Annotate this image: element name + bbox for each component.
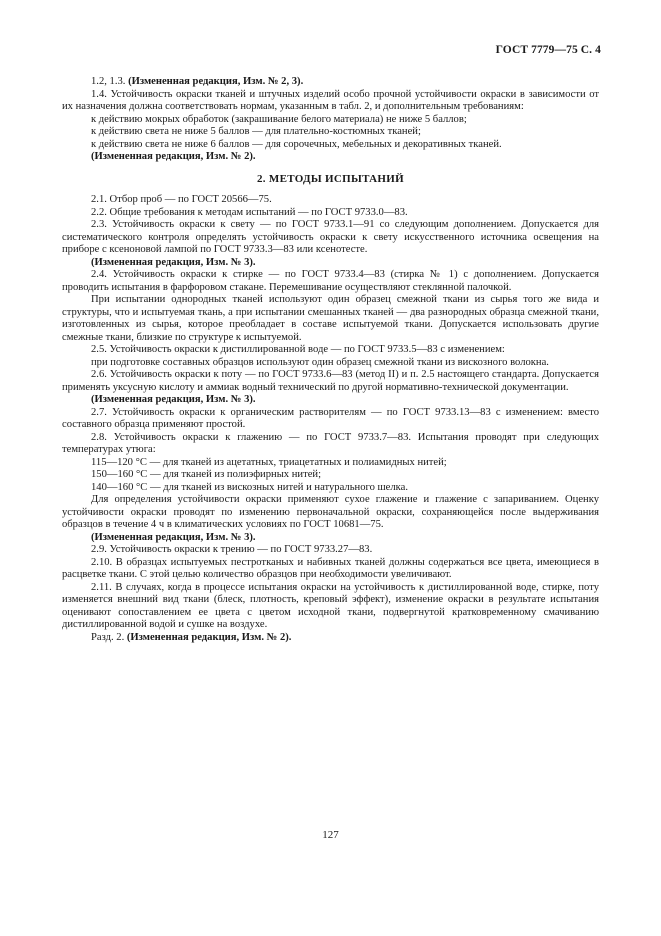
paragraph-text: 2.7. Устойчивость окраски к органическим растворителям — по ГОСТ 9733.13—83 с изменением: вместо составного образца применяют простой. [62, 406, 599, 430]
change-note: (Измененная редакция, Изм. № 2, 3). [128, 76, 304, 87]
paragraph-text: 2.4. Устойчивость окраски к стирке — по ГОСТ 9733.4—83 (стирка № 1) с дополнением. Допускается проводить испытания в фарфоровом стакане. Перемешивание осуществляют стеклянной палочкой. [62, 269, 599, 293]
paragraph-2-5-continued [62, 357, 599, 370]
paragraph-2-4-continued [62, 294, 599, 344]
paragraph-text: 1.2, 1.3. [91, 76, 129, 87]
paragraph-2-9 [62, 544, 599, 557]
change-note: (Измененная редакция, Изм. № 2). [91, 151, 256, 162]
requirement-text: к действию света не ниже 6 баллов — для сорочечных, мебельных и декоративных тканей. [91, 138, 502, 150]
paragraph-1-4 [62, 89, 599, 114]
page-number: 127 [322, 829, 339, 841]
change-note: (Измененная редакция, Изм. № 2). [126, 631, 292, 643]
paragraph-text: при подготовке составных образцов используют один образец смежной ткани из вискозного волокна. [91, 356, 549, 368]
temperature-text: 115—120 °С — для тканей из ацетатных, триацетатных и полиамидных нитей; [91, 456, 447, 468]
paragraph-text: 2.5. Устойчивость окраски к дистиллированной воде — по ГОСТ 9733.5—83 с изменением: [91, 344, 505, 355]
temperature-item [62, 457, 599, 470]
requirement-item [62, 114, 599, 127]
paragraph-2-8-continued [62, 494, 599, 532]
change-note-paragraph [62, 532, 599, 545]
change-note: (Измененная редакция, Изм. № 3). [91, 531, 256, 543]
paragraph-text: 2.11. В случаях, когда в процессе испытания окраски на устойчивость к дистиллированной воде, стирке, поту изменяется внешний вид ткани (блеск, плотность, креповый эффект), изменение окраски в результате испытания оценивают сопоставлением ее цвета с цветом исходной ткани, подвергнутой кратковременному смачиванию дистиллированной водой и сушке на воздухе. [62, 581, 599, 630]
paragraph-text: При испытании однородных тканей используют один образец смежной ткани из сырья того же вида и структуры, что и испытуемая ткань, а при испытании смешанных тканей — два разнородных образца смежной ткани, изготовленных из сырья, которое преобладает в составе испытуемой ткани. Допускается использовать другие смежные ткани, близкие по структуре к испытуемой. [62, 294, 599, 343]
temperature-item [62, 469, 599, 482]
paragraph-2-10 [62, 557, 599, 582]
paragraph-2-6 [62, 369, 599, 394]
paragraph-text: 2.9. Устойчивость окраски к трению — по ГОСТ 9733.27—83. [91, 544, 373, 555]
paragraph-text: Разд. 2. [91, 631, 127, 643]
requirement-item [62, 126, 599, 139]
change-note-paragraph [62, 394, 599, 407]
change-note-paragraph [62, 257, 599, 270]
change-note: (Измененная редакция, Изм. № 3). [91, 256, 256, 268]
paragraph-2-4 [62, 269, 599, 294]
requirement-item [62, 139, 599, 152]
requirement-text: к действию света не ниже 5 баллов — для плательно-костюмных тканей; [91, 126, 421, 137]
paragraph-text: 2.8. Устойчивость окраски к глажению — по ГОСТ 9733.7—83. Испытания проводят при следующих температурах утюга: [62, 431, 599, 455]
paragraph-text: 2.2. Общие требования к методам испытаний — по ГОСТ 9733.0—83. [91, 206, 408, 218]
temperature-text: 140—160 °С — для тканей из вискозных нитей и натурального шелка. [91, 481, 408, 493]
paragraph-2-11 [62, 582, 599, 632]
paragraph-1-2-1-3 [62, 76, 599, 89]
paragraph-2-1 [62, 194, 599, 207]
page-header: ГОСТ 7779—75 С. 4 [495, 44, 601, 56]
section-title: 2. МЕТОДЫ ИСПЫТАНИЙ [257, 172, 404, 185]
paragraph-text: 2.3. Устойчивость окраски к свету — по ГОСТ 9733.1—91 со следующим дополнением. Допускается для систематического контроля определять устойчивость окраски к свету искусственного источника освещения на приборе с ксеноновой лампой по ГОСТ 9733.3—83 или ксенотесте. [62, 219, 599, 255]
paragraph-text: 1.4. Устойчивость окраски тканей и штучных изделий особо прочной устойчивости окраски в зависимости от их назначения должна соответствовать нормам, указанным в табл. 2, и дополнительным требованиям: [62, 88, 599, 112]
document-body [62, 76, 599, 644]
temperature-item [62, 482, 599, 495]
paragraph-text: 2.6. Устойчивость окраски к поту — по ГОСТ 9733.6—83 (метод II) и п. 2.5 настоящего стандарта. Допускается применять уксусную кислоту и аммиак водный технический по другой нормативно-технической документации. [62, 369, 599, 393]
paragraph-text: 2.10. В образцах испытуемых пестротканых и набивных тканей должны содержаться все цвета, имеющиеся в расцветке ткани. С этой целью количество образцов при необходимости увеличивают. [62, 556, 599, 580]
section-change-note [62, 632, 599, 645]
paragraph-2-3 [62, 219, 599, 257]
paragraph-2-5 [62, 344, 599, 357]
paragraph-2-2 [62, 207, 599, 220]
change-note: (Измененная редакция, Изм. № 3). [91, 394, 256, 405]
temperature-text: 150—160 °С — для тканей из полиэфирных нитей; [91, 469, 322, 480]
paragraph-2-8 [62, 432, 599, 457]
requirement-text: к действию мокрых обработок (закрашивание белого материала) не ниже 5 баллов; [91, 113, 467, 125]
paragraph-text: 2.1. Отбор проб — по ГОСТ 20566—75. [91, 194, 272, 205]
paragraph-2-7 [62, 407, 599, 432]
change-note-paragraph [62, 151, 599, 164]
paragraph-text: Для определения устойчивости окраски применяют сухое глажение и глажение с запариванием. Оценку устойчивости окраски проводят по изменению первоначальной окраски, сохраняющейся после выдерживания образцов в течение 4 ч в климатических условиях по ГОСТ 10681—75. [62, 494, 599, 530]
